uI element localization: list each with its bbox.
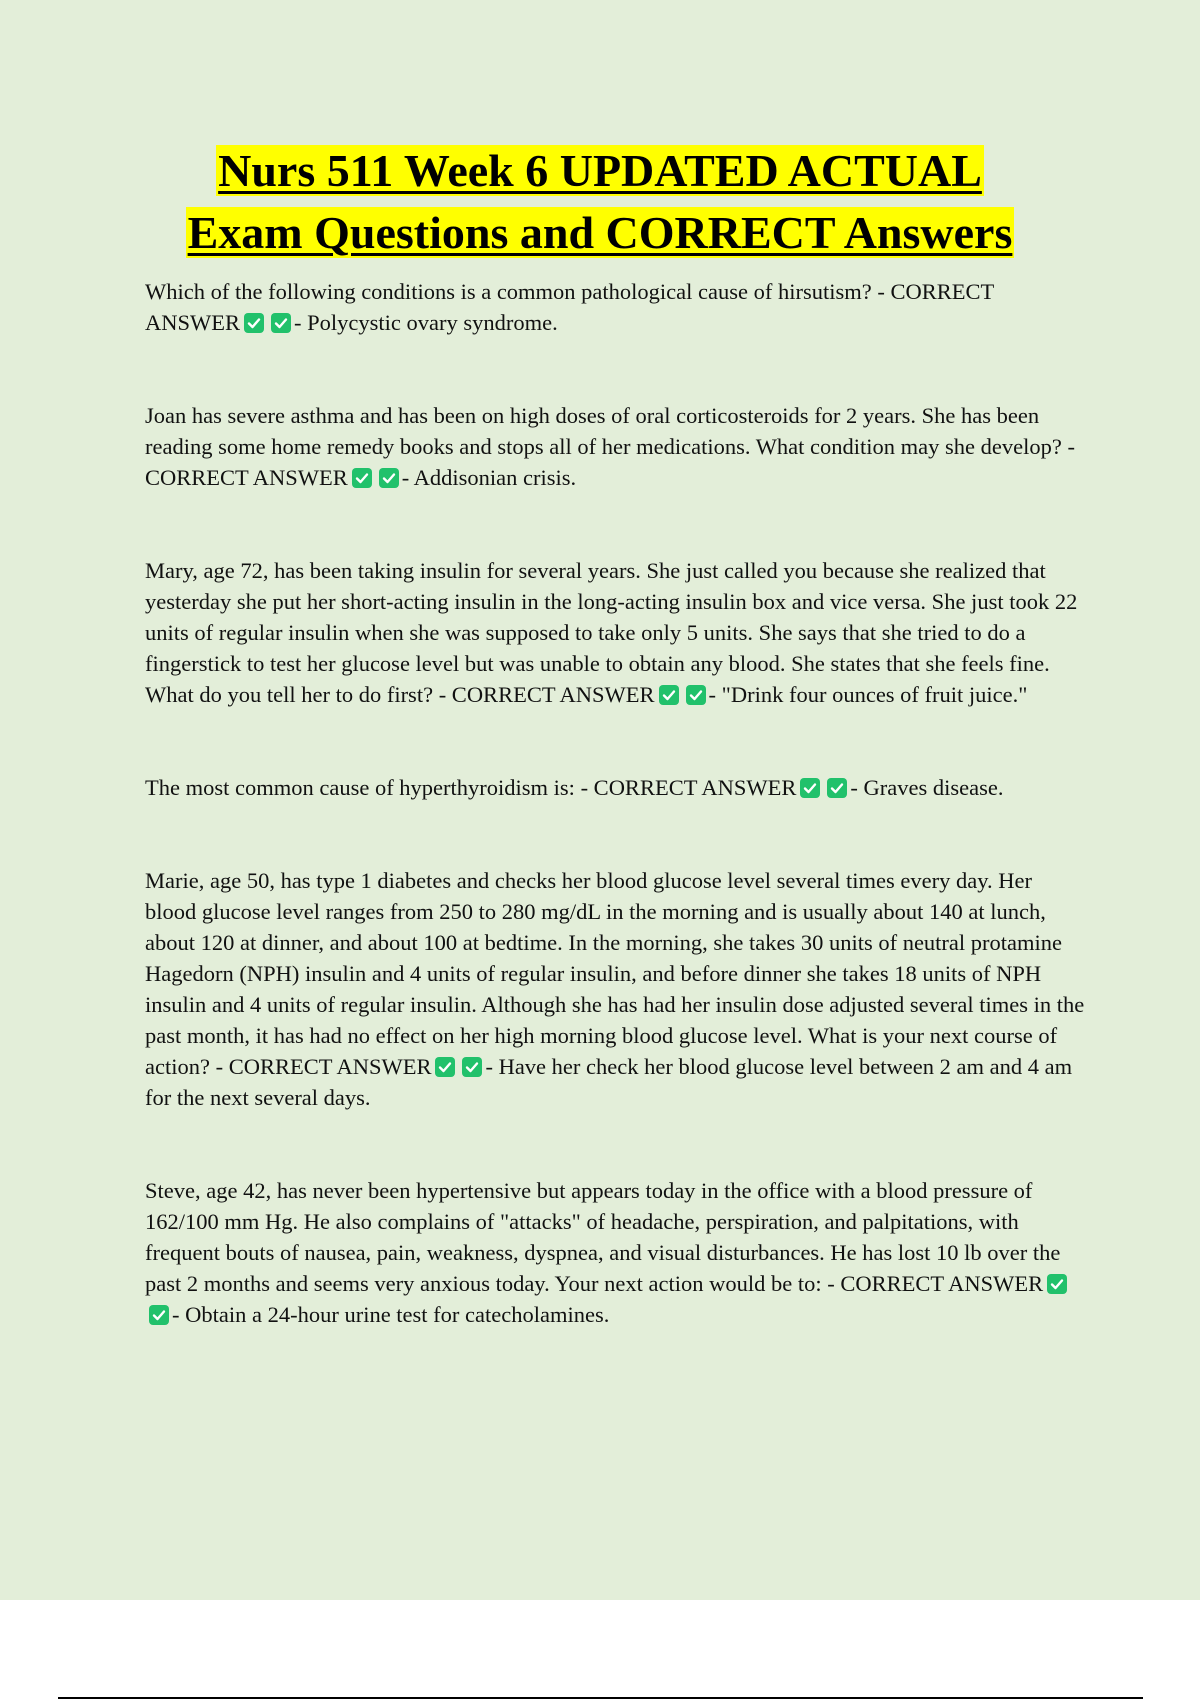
bottom-divider [58, 1697, 1143, 1699]
check-mark-button-icon [800, 778, 820, 798]
check-mark-button-icon [462, 1057, 482, 1077]
check-mark-button-icon [686, 685, 706, 705]
check-mark-button-icon [659, 685, 679, 705]
check-mark-button-icon [352, 468, 372, 488]
check-mark-button-icon [379, 468, 399, 488]
answer-label: - CORRECT ANSWER [438, 682, 655, 707]
qa-item [145, 276, 1085, 338]
answer-text: - Obtain a 24-hour urine test for catecholamines. [172, 1302, 610, 1327]
answer-text: - Have her check her blood glucose level between 2 am and 4 am for the next several days. [145, 1054, 1073, 1110]
answer-label: - CORRECT ANSWER [827, 1271, 1044, 1296]
answer-text: - "Drink four ounces of fruit juice." [708, 682, 1028, 707]
check-mark-button-icon [149, 1305, 169, 1325]
answer-text: - Graves disease. [850, 775, 1004, 800]
question-text: Marie, age 50, has type 1 diabetes and checks her blood glucose level several times every day. Her blood glucose level ranges from 250 to 280 mg/dL in the morning and is usually about 140 at lunch, about 120 at dinner, and about 100 at bedtime. In the morning, she takes 30 units of neutral protamine Hagedorn (NPH) insulin and 4 units of regular insulin, and before dinner she takes 18 units of NPH insulin and 4 units of regular insulin. Although she has had her insulin dose adjusted several times in the past month, it has had no effect on her high morning blood glucose level. What is your next course of action? [145, 868, 1085, 1079]
document-title [0, 140, 1200, 264]
check-mark-button-icon [827, 778, 847, 798]
qa-item [145, 400, 1085, 493]
title-line-1: Nurs 511 Week 6 UPDATED ACTUAL [218, 145, 982, 196]
question-text: Joan has severe asthma and has been on high doses of oral corticosteroids for 2 years. She has been reading some home remedy books and stops all of her medications. What condition may she develop? [145, 403, 1062, 459]
answer-label: - CORRECT ANSWER [580, 775, 797, 800]
answer-text: - Addisonian crisis. [401, 465, 577, 490]
answer-text: - Polycystic ovary syndrome. [294, 310, 558, 335]
qa-item [145, 865, 1085, 1113]
question-text: Mary, age 72, has been taking insulin for several years. She just called you because she realized that yesterday she put her short-acting insulin in the long-acting insulin box and vice versa. She just took 22 units of regular insulin when she was supposed to take only 5 units. She says that she tried to do a fingerstick to test her glucose level but was unable to obtain any blood. She states that she feels fine. What do you tell her to do first? [145, 558, 1078, 707]
qa-item [145, 555, 1085, 710]
check-mark-button-icon [435, 1057, 455, 1077]
check-mark-button-icon [244, 313, 264, 333]
question-text: Which of the following conditions is a common pathological cause of hirsutism? [145, 279, 872, 304]
answer-label: - CORRECT ANSWER [215, 1054, 432, 1079]
answer-label: - CORRECT ANSWER [145, 434, 1075, 490]
question-text: Steve, age 42, has never been hypertensive but appears today in the office with a blood pressure of 162/100 mm Hg. He also complains of "attacks" of headache, perspiration, and palpitations, with frequent bouts of nausea, pain, weakness, dyspnea, and visual disturbances. He has lost 10 lb over the past 2 months and seems very anxious today. Your next action would be to: [145, 1178, 1061, 1296]
check-mark-button-icon [271, 313, 291, 333]
question-text: The most common cause of hyperthyroidism is: [145, 775, 575, 800]
qa-item [145, 1175, 1085, 1330]
answer-label: - CORRECT ANSWER [145, 279, 994, 335]
title-line-2: Exam Questions and CORRECT Answers [187, 207, 1013, 258]
qa-item [145, 772, 1085, 803]
qa-list [145, 276, 1085, 1330]
check-mark-button-icon [1047, 1274, 1067, 1294]
